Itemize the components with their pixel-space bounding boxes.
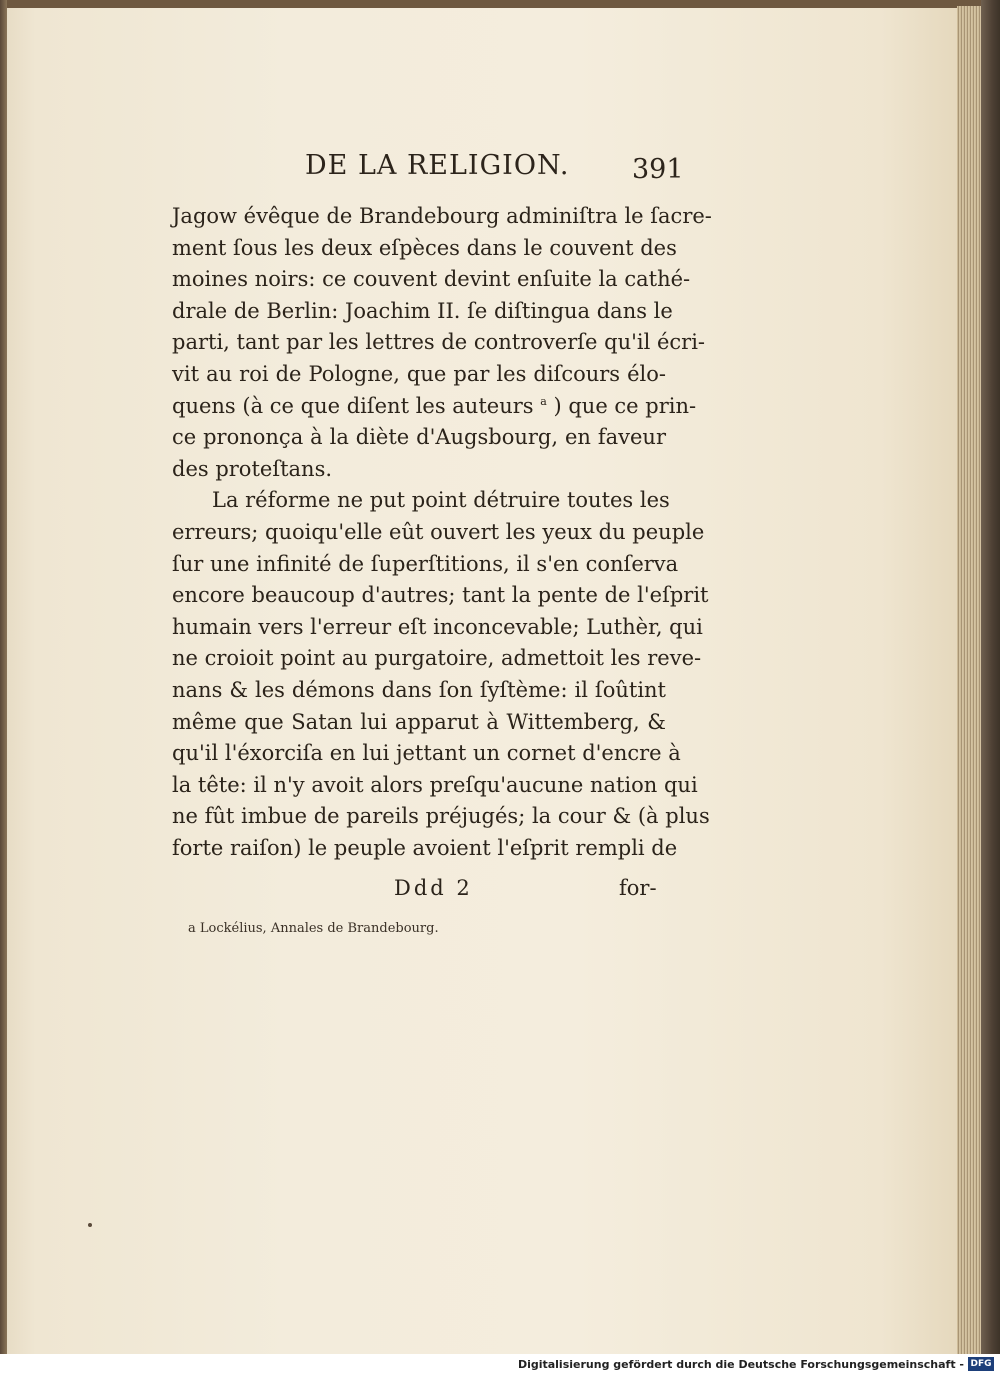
text-line: ſur une infinité de ſuperſtitions, il s'en conſerva <box>172 551 679 576</box>
text-line: même que Satan lui apparut à Wittemberg, & <box>172 709 666 734</box>
text-line: drale de Berlin: Joachim II. ſe diſtingua dans le <box>172 298 673 323</box>
text-line: ment ſous les deux eſpèces dans le couvent des <box>172 235 677 260</box>
body-text <box>172 201 712 864</box>
book-binding <box>981 0 1000 1356</box>
dfg-logo: DFG <box>968 1357 994 1371</box>
text-line: humain vers l'erreur eſt inconcevable; Luthèr, qui <box>172 614 703 639</box>
scanner-frame-left <box>0 0 7 1376</box>
text-line: vit au roi de Pologne, que par les diſcours élo- <box>172 361 666 386</box>
text-line: nans & les démons dans ſon ſyſtème: il ſoûtint <box>172 677 666 702</box>
paragraph-first-line: La réforme ne put point détruire toutes les <box>212 488 670 513</box>
text-line: ne fût imbue de pareils préjugés; la cour & (à plus <box>172 804 710 829</box>
text-line: encore beaucoup d'autres; tant la pente de l'eſprit <box>172 583 709 608</box>
funding-credit: Digitalisierung gefördert durch die Deutsche Forschungsgemeinschaft - <box>517 1358 964 1371</box>
text-line: des proteſtans. <box>172 456 333 481</box>
catchword: for- <box>619 876 657 900</box>
page-number: 391 <box>632 154 684 185</box>
text-line: Jagow évêque de Brandebourg adminiſtra le ſacre- <box>172 204 712 228</box>
text-line: parti, tant par les lettres de controverſe qu'il écri- <box>172 330 706 355</box>
signature-mark: Ddd 2 <box>394 876 473 900</box>
text-line: ce prononça à la diète d'Augsbourg, en faveur <box>172 425 666 450</box>
text-fragment: quens (à ce que diſent les auteurs <box>172 393 534 418</box>
footnote: a Lockélius, Annales de Brandebourg. <box>188 921 439 936</box>
scanner-frame-top <box>0 0 1000 8</box>
text-line: ne croioit point au purgatoire, admettoit les reve- <box>172 646 702 671</box>
text-line: moines noirs: ce couvent devint enſuite la cathé- <box>172 267 691 292</box>
text-line: forte raiſon) le peuple avoient l'eſprit rempli de <box>172 835 678 860</box>
text-fragment: ) que ce prin- <box>553 393 697 418</box>
text-line: erreurs; quoiqu'elle eût ouvert les yeux du peuple <box>172 519 705 544</box>
text-line: qu'il l'éxorciſa en lui jettant un cornet d'encre à <box>172 741 681 766</box>
text-line: la tête: il n'y avoit alors preſqu'aucune nation qui <box>172 772 698 797</box>
text-line-with-note <box>172 391 697 423</box>
footnote-marker: a <box>540 394 547 408</box>
running-head-title: DE LA RELIGION. <box>305 150 570 181</box>
page-edges <box>957 6 982 1356</box>
paper-speck <box>88 1223 92 1227</box>
